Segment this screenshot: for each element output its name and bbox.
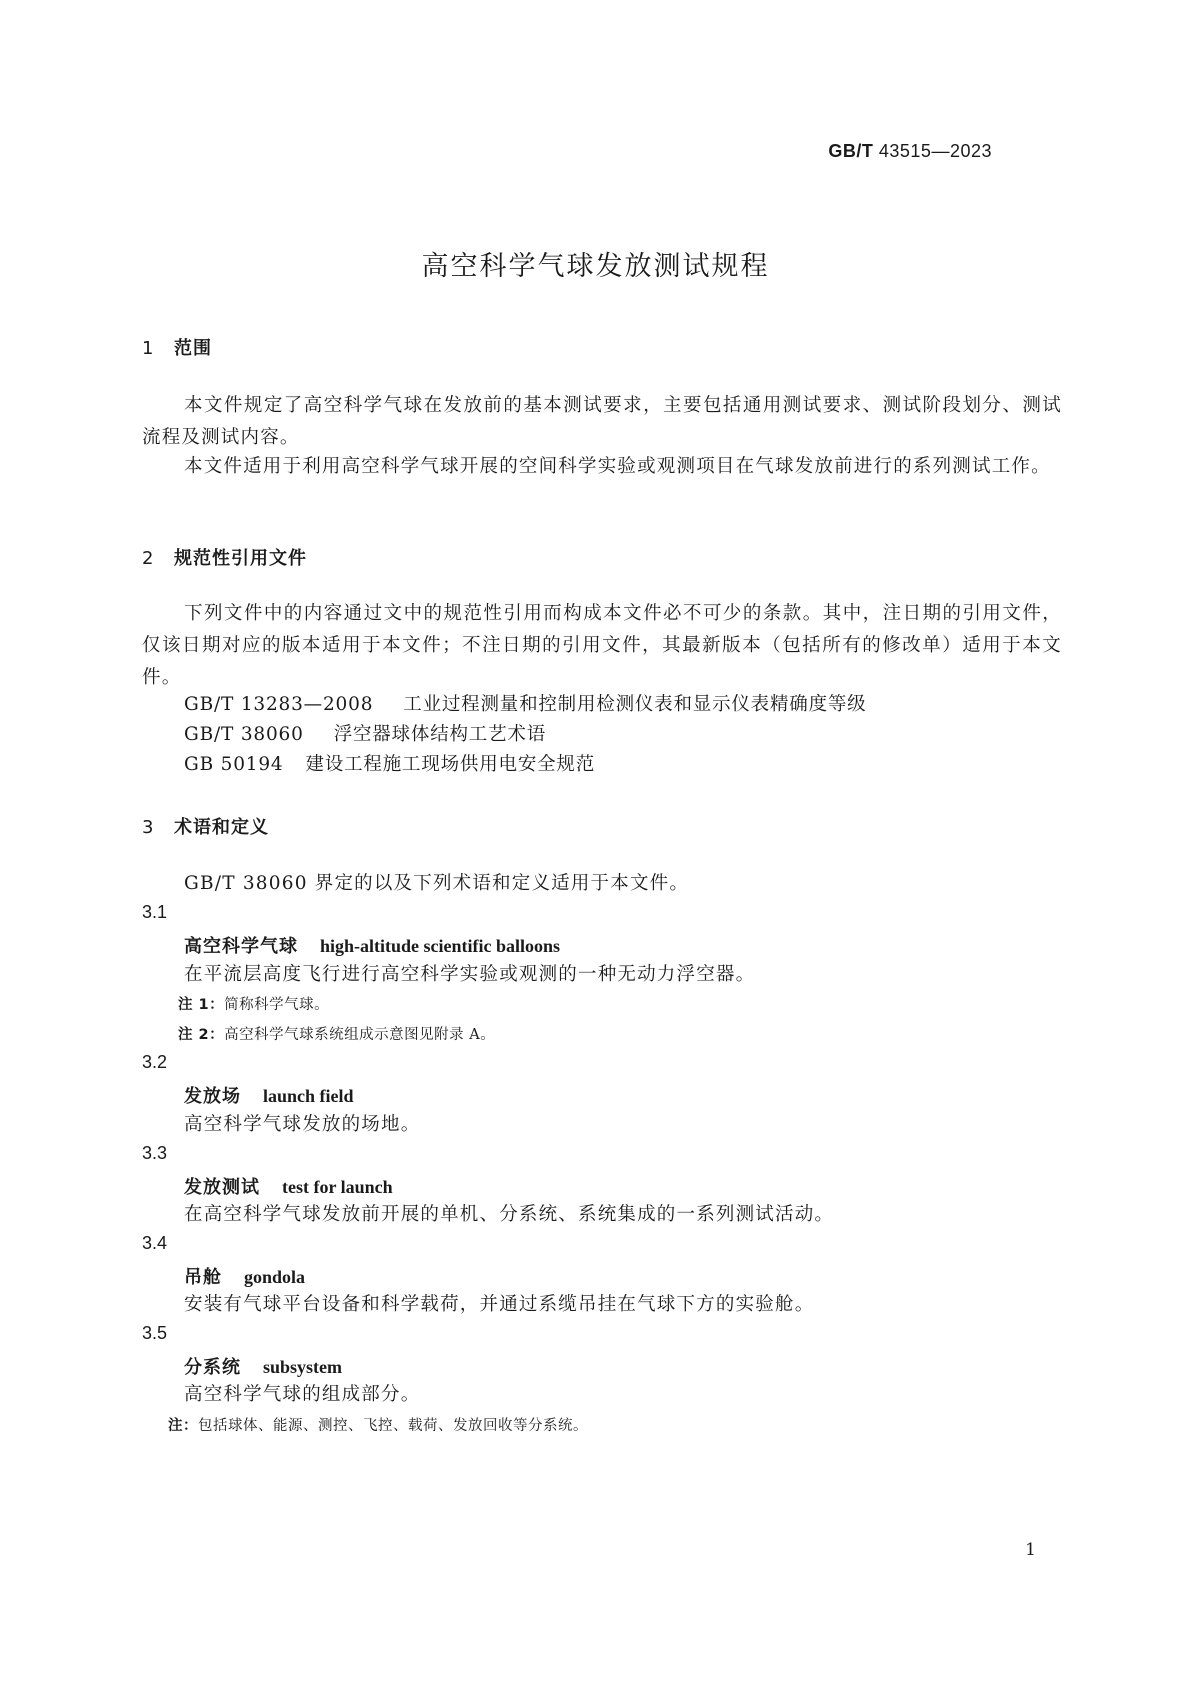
paragraph: 本文件规定了高空科学气球在发放前的基本测试要求，主要包括通用测试要求、测试阶段划分、测试流程及测试内容。: [142, 395, 1062, 448]
term-number: 3.1: [142, 902, 168, 922]
term-definition: 安装有气球平台设备和科学载荷，并通过系缆吊挂在气球下方的实验舱。: [184, 1294, 815, 1315]
section-heading-scope: 1 范围: [142, 338, 212, 359]
term-definition: 高空科学气球的组成部分。: [184, 1384, 421, 1405]
paragraph: 本文件适用于利用高空科学气球开展的空间科学实验或观测项目在气球发放前进行的系列测试工作。: [184, 456, 1051, 477]
paragraph: 下列文件中的内容通过文中的规范性引用而构成本文件必不可少的条款。其中，注日期的引用文件，仅该日期对应的版本适用于本文件；不注日期的引用文件，其最新版本（包括所有的修改单）适用于本文件。: [142, 603, 1062, 688]
term-note: 注 2：高空科学气球系统组成示意图见附录 A。: [178, 1027, 496, 1043]
section-heading-terms: 3 术语和定义: [142, 817, 269, 838]
term-note: 注 1：简称科学气球。: [178, 997, 330, 1013]
reference-item: GB/T 13283—2008 工业过程测量和控制用检测仪表和显示仪表精确度等级: [184, 694, 867, 715]
document-title: 高空科学气球发放测试规程: [421, 251, 770, 282]
term-definition: 在平流层高度飞行进行高空科学实验或观测的一种无动力浮空器。: [184, 964, 756, 985]
term-number: 3.2: [142, 1052, 168, 1072]
term-number: 3.3: [142, 1143, 168, 1163]
section-heading-normative-references: 2 规范性引用文件: [142, 548, 307, 569]
term-entry: 分系统 subsystem: [184, 1357, 343, 1378]
paragraph: GB/T 38060 界定的以及下列术语和定义适用于本文件。: [184, 873, 690, 894]
page-number: 1: [1025, 1540, 1036, 1560]
term-entry: 吊舱 gondola: [184, 1267, 306, 1288]
term-entry: 高空科学气球 high-altitude scientific balloons: [184, 936, 561, 957]
standard-number: GB/T 43515—2023: [828, 141, 992, 161]
reference-item: GB 50194 建设工程施工现场供用电安全规范: [184, 754, 596, 775]
term-definition: 在高空科学气球发放前开展的单机、分系统、系统集成的一系列测试活动。: [184, 1204, 835, 1225]
term-entry: 发放测试 test for launch: [184, 1177, 393, 1198]
term-definition: 高空科学气球发放的场地。: [184, 1114, 421, 1135]
term-number: 3.5: [142, 1323, 168, 1343]
term-note: 注：包括球体、能源、测控、飞控、载荷、发放回收等分系统。: [168, 1418, 588, 1434]
reference-item: GB/T 38060 浮空器球体结构工艺术语: [184, 724, 546, 745]
term-entry: 发放场 launch field: [184, 1086, 354, 1107]
term-number: 3.4: [142, 1233, 168, 1253]
